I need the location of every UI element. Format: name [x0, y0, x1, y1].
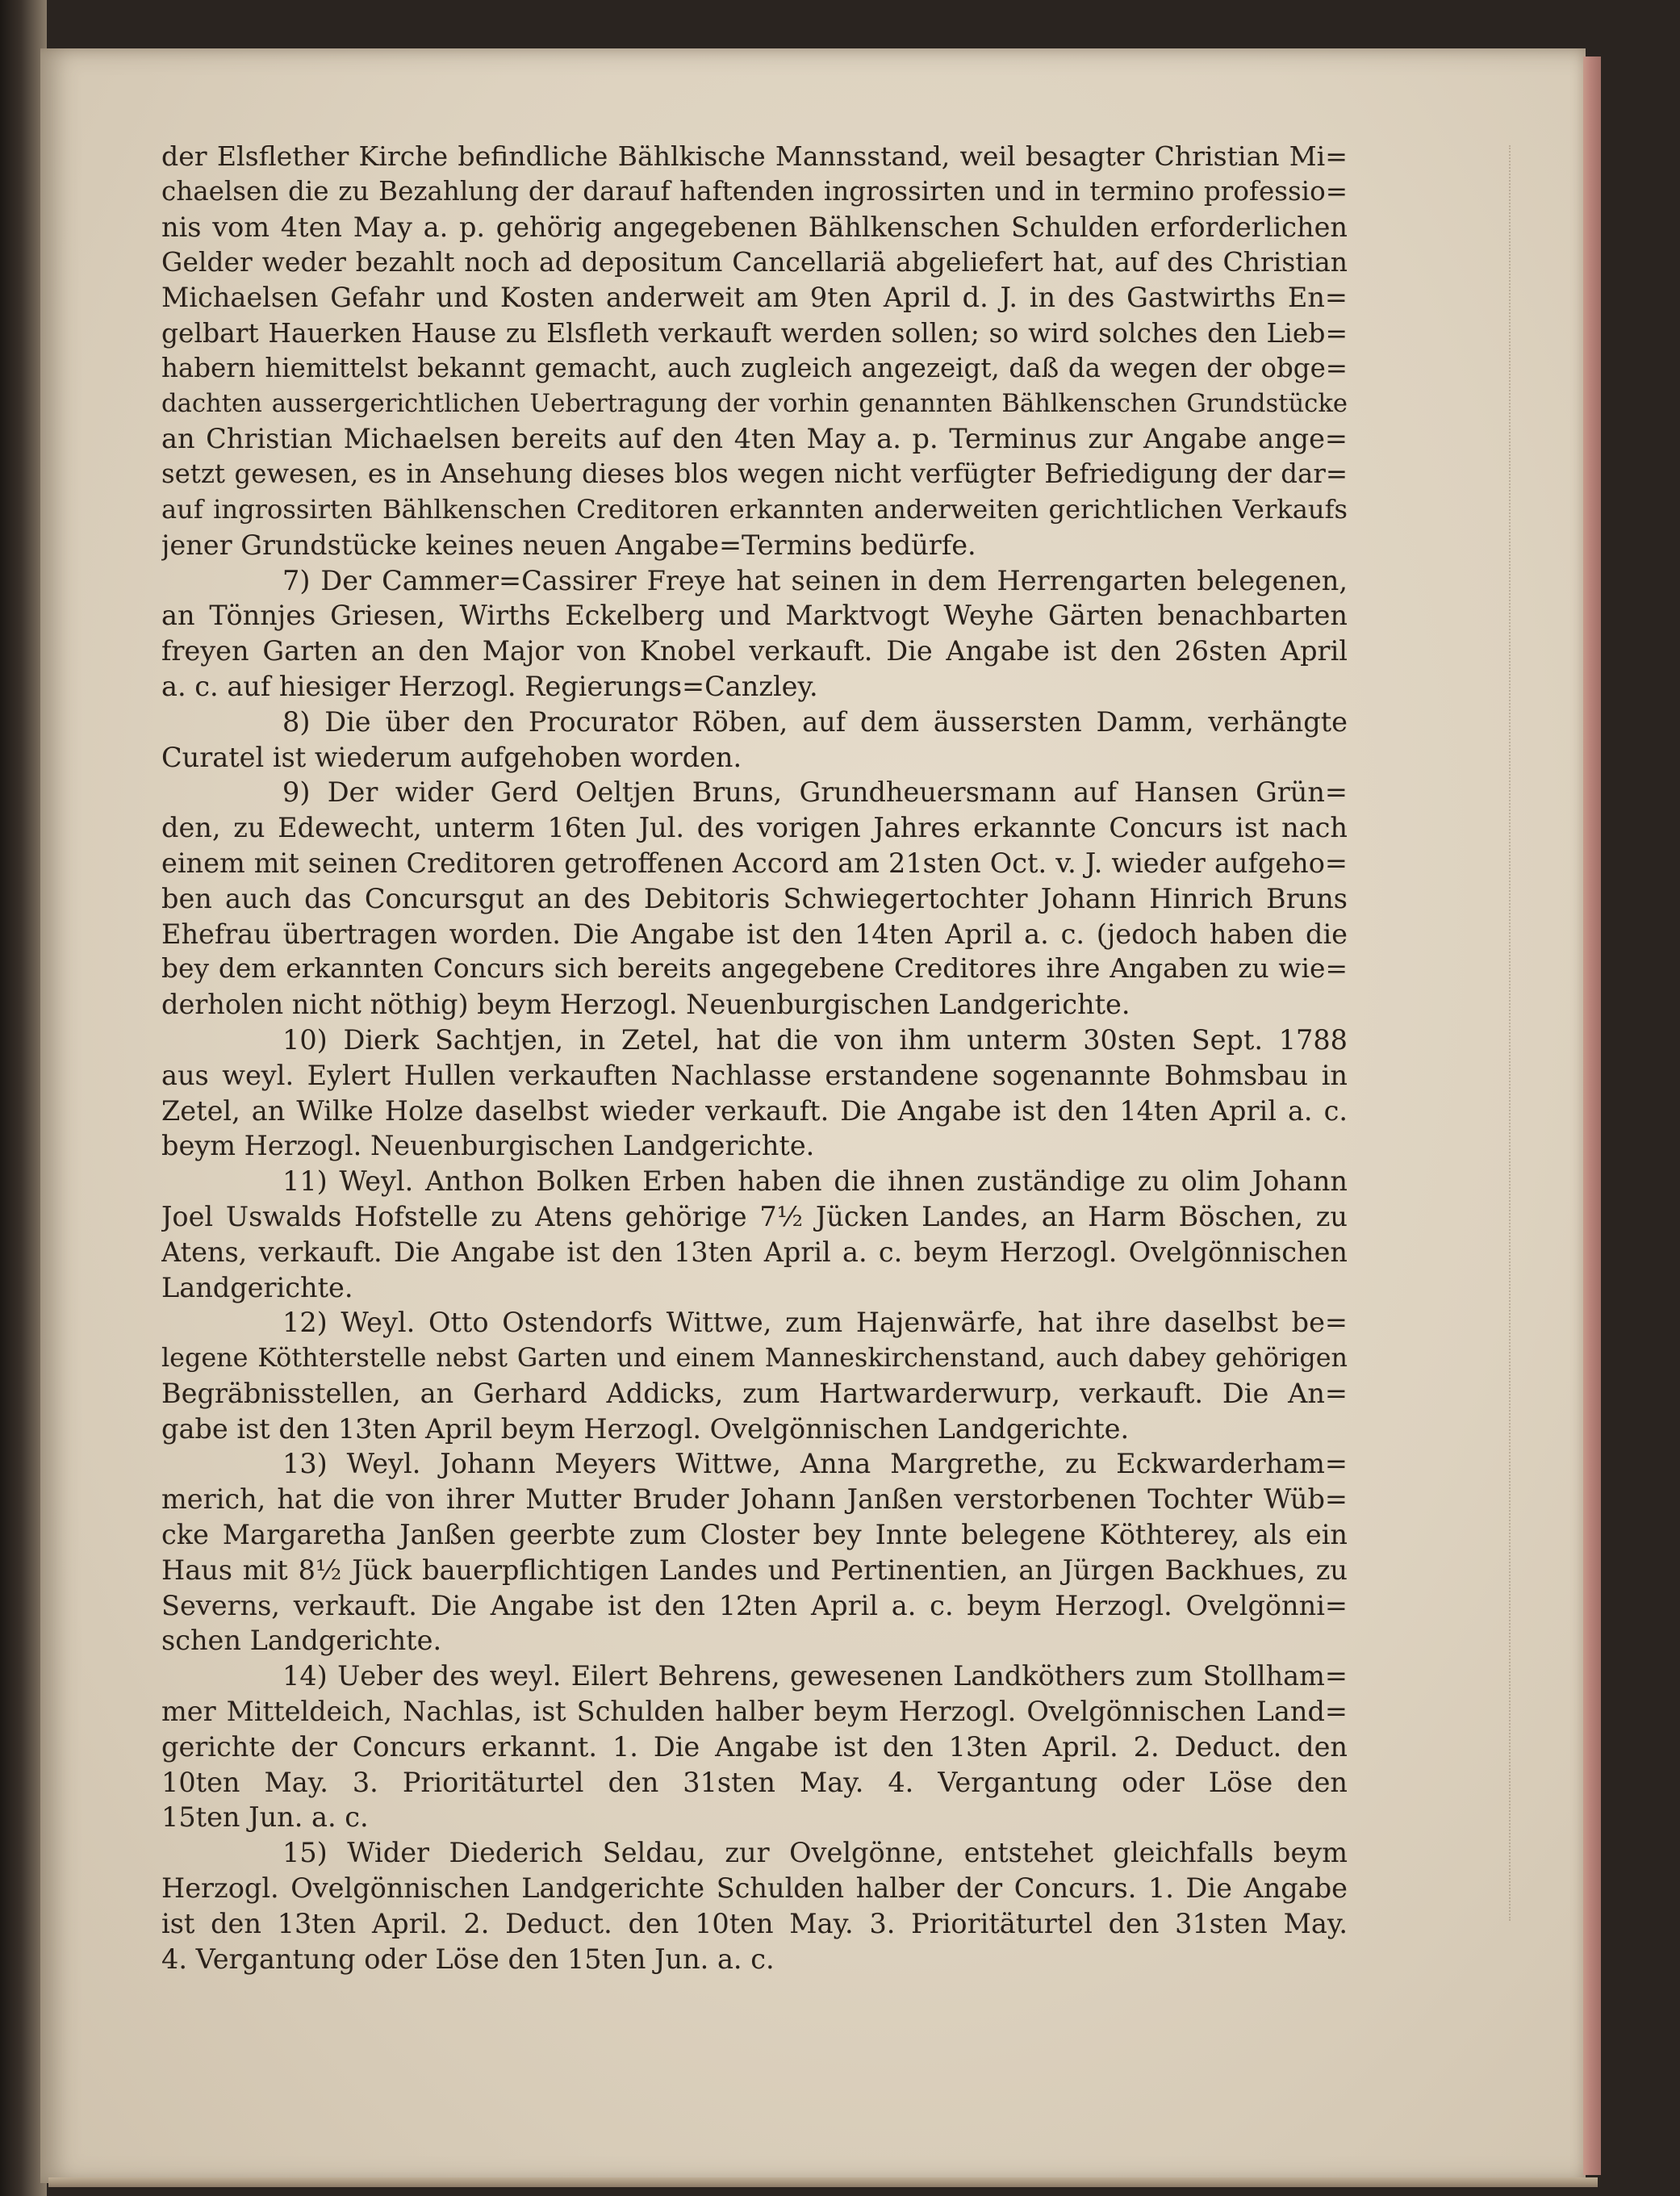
body-text: [161, 139, 1348, 1976]
text-line: legene Köthterstelle nebst Garten und einem Manneskirchenstand, auch dabey gehörigen: [161, 1342, 1348, 1374]
text-line: cke Margaretha Janßen geerbte zum Closter bey Innte belegene Köthterey, als ein: [161, 1519, 1348, 1551]
text-line: 14) Ueber des weyl. Eilert Behrens, gewesenen Landköthers zum Stollham=: [282, 1660, 1348, 1692]
text-line: an Tönnjes Griesen, Wirths Eckelberg und Marktvogt Weyhe Gärten benachbarten: [161, 600, 1348, 632]
text-line: an Christian Michaelsen bereits auf den 4ten May a. p. Terminus zur Angabe ange=: [161, 423, 1348, 455]
text-line: Ehefrau übertragen worden. Die Angabe ist den 14ten April a. c. (jedoch haben die: [161, 918, 1348, 950]
text-line: 8) Die über den Procurator Röben, auf dem äussersten Damm, verhängte: [282, 705, 1348, 738]
text-line: bey dem erkannten Concurs sich bereits angegebene Creditores ihre Angaben zu wie=: [161, 953, 1348, 985]
text-line: merich, hat die von ihrer Mutter Bruder Johann Janßen verstorbenen Tochter Wüb=: [161, 1483, 1348, 1516]
text-line: der Elsflether Kirche befindliche Bählkische Mannsstand, weil besagter Christian Mi=: [161, 140, 1348, 172]
text-line: a. c. auf hiesiger Herzogl. Regierungs=Canzley.: [161, 670, 818, 702]
text-line: 7) Der Cammer=Cassirer Freye hat seinen in dem Herrengarten belegenen,: [282, 564, 1348, 596]
text-line: Curatel ist wiederum aufgehoben worden.: [161, 741, 742, 773]
text-line: 10) Dierk Sachtjen, in Zetel, hat die von ihm unterm 30sten Sept. 1788: [282, 1023, 1348, 1056]
text-line: 12) Weyl. Otto Ostendorfs Wittwe, zum Hajenwärfe, hat ihre daselbst be=: [282, 1307, 1348, 1339]
text-line: Atens, verkauft. Die Angabe ist den 13ten April a. c. beym Herzogl. Ovelgönnischen: [161, 1236, 1348, 1268]
text-line: auf ingrossirten Bählkenschen Creditoren erkannten anderweiten gerichtlichen Verkaufs: [161, 493, 1348, 525]
text-line: setzt gewesen, es in Ansehung dieses blos wegen nicht verfügter Befriedigung der dar=: [161, 458, 1348, 490]
text-line: derholen nicht nöthig) beym Herzogl. Neuenburgischen Landgerichte.: [161, 989, 1130, 1021]
text-line: ist den 13ten April. 2. Deduct. den 10ten May. 3. Prioritäturtel den 31sten May.: [161, 1907, 1348, 1939]
text-line: schen Landgerichte.: [161, 1625, 442, 1657]
text-line: 15) Wider Diederich Seldau, zur Ovelgönne, entstehet gleichfalls beym: [282, 1837, 1348, 1869]
text-line: gabe ist den 13ten April beym Herzogl. Ovelgönnischen Landgerichte.: [161, 1412, 1130, 1445]
page-edge-bottom: [48, 2177, 1598, 2187]
text-line: 10ten May. 3. Prioritäturtel den 31sten May. 4. Vergantung oder Löse den: [161, 1766, 1348, 1798]
text-line: mer Mitteldeich, Nachlas, ist Schulden halber beym Herzogl. Ovelgönnischen Land=: [161, 1696, 1348, 1728]
text-line: chaelsen die zu Bezahlung der darauf haftenden ingrossirten und in termino professio=: [161, 175, 1348, 207]
margin-specks: [1509, 145, 1515, 1921]
text-line: Michaelsen Gefahr und Kosten anderweit am 9ten April d. J. in des Gastwirths En=: [161, 282, 1348, 314]
text-line: 13) Weyl. Johann Meyers Wittwe, Anna Margrethe, zu Eckwarderham=: [282, 1448, 1348, 1480]
text-line: Herzogl. Ovelgönnischen Landgerichte Schulden halber der Concurs. 1. Die Angabe: [161, 1872, 1348, 1905]
text-line: Severns, verkauft. Die Angabe ist den 12ten April a. c. beym Herzogl. Ovelgönni=: [161, 1589, 1348, 1621]
text-line: jener Grundstücke keines neuen Angabe=Termins bedürfe.: [161, 529, 976, 561]
text-line: dachten aussergerichtlichen Uebertragung der vorhin genannten Bählkenschen Grundstücke: [161, 389, 1348, 418]
text-line: Gelder weder bezahlt noch ad depositum Cancellariä abgeliefert hat, auf des Christian: [161, 246, 1348, 278]
text-line: den, zu Edewecht, unterm 16ten Jul. des vorigen Jahres erkannte Concurs ist nach: [161, 812, 1348, 844]
text-line: Landgerichte.: [161, 1271, 353, 1303]
text-line: einem mit seinen Creditoren getroffenen Accord am 21sten Oct. v. J. wieder aufgeho=: [161, 847, 1348, 879]
text-line: freyen Garten an den Major von Knobel verkauft. Die Angabe ist den 26sten April: [161, 635, 1348, 667]
text-line: gerichte der Concurs erkannt. 1. Die Angabe ist den 13ten April. 2. Deduct. den: [161, 1730, 1348, 1763]
text-line: habern hiemittelst bekannt gemacht, auch zugleich angezeigt, daß da wegen der obge=: [161, 352, 1348, 383]
text-line: Zetel, an Wilke Holze daselbst wieder verkauft. Die Angabe ist den 14ten April a. c.: [161, 1094, 1348, 1127]
text-line: Joel Uswalds Hofstelle zu Atens gehörige 7½ Jücken Landes, an Harm Böschen, zu: [161, 1200, 1348, 1232]
text-line: 11) Weyl. Anthon Bolken Erben haben die ihnen zuständige zu olim Johann: [282, 1165, 1348, 1198]
text-line: nis vom 4ten May a. p. gehörig angegebenen Bählkenschen Schulden erforderlichen: [161, 211, 1348, 243]
text-line: Haus mit 8½ Jück bauerpflichtigen Landes und Pertinentien, an Jürgen Backhues, zu: [161, 1554, 1348, 1586]
text-line: Begräbnisstellen, an Gerhard Addicks, zum Hartwarderwurp, verkauft. Die An=: [161, 1377, 1348, 1409]
page-edge-right: [1583, 56, 1601, 2175]
text-line: aus weyl. Eylert Hullen verkauften Nachlasse erstandene sogenannte Bohmsbau in: [161, 1059, 1348, 1091]
text-line: gelbart Hauerken Hause zu Elsfleth verkauft werden sollen; so wird solches den Lieb=: [161, 316, 1348, 349]
text-line: 9) Der wider Gerd Oeltjen Bruns, Grundheuersmann auf Hansen Grün=: [282, 776, 1348, 809]
text-line: beym Herzogl. Neuenburgischen Landgerichte.: [161, 1130, 815, 1162]
text-line: 15ten Jun. a. c.: [161, 1801, 369, 1834]
text-line: ben auch das Concursgut an des Debitoris Schwiegertochter Johann Hinrich Bruns: [161, 882, 1348, 914]
text-line: 4. Vergantung oder Löse den 15ten Jun. a. c.: [161, 1943, 775, 1975]
